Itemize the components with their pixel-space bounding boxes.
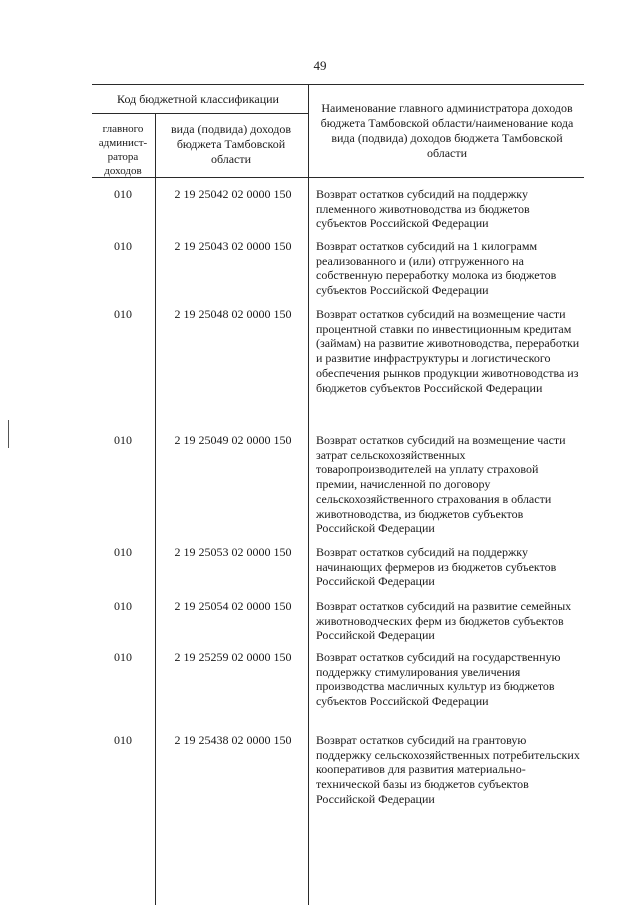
header-kbk: Код бюджетной классификации (117, 92, 279, 106)
header-bottom-border (92, 177, 584, 178)
admin-code-cell: 010 (114, 545, 132, 559)
admin-code-cell: 010 (114, 187, 132, 201)
income-name-cell: Возврат остатков субсидий на поддержку начинающих фермеров из бюджетов субъектов Российской Федерации (316, 545, 557, 589)
admin-code-cell: 010 (114, 599, 132, 613)
budget-code-cell: 2 19 25042 02 0000 150 (174, 187, 292, 201)
admin-code-cell: 010 (114, 307, 132, 321)
table-top-border (92, 84, 584, 85)
income-name-cell: Возврат остатков субсидий на возмещение части процентной ставки по инвестиционным кредитам (займам) на развитие животноводства, переработки и развитие инфраструктуры и логистического обеспечения рынков продукции животноводства из бюджетов субъектов Российской Федерации (316, 307, 580, 395)
income-name-cell: Возврат остатков субсидий на 1 килограмм реализованного и (или) отгруженного на собственную переработку молока из бюджетов субъектов Российской Федерации (316, 239, 557, 298)
header-code: вида (подвида) доходов бюджета Тамбовской области (171, 122, 291, 166)
income-name-cell: Возврат остатков субсидий на грантовую поддержку сельскохозяйственных потребительских кооперативов для развития материально-технической базы из бюджетов субъектов Российской Федерации (316, 733, 580, 806)
admin-code-cell: 010 (114, 733, 132, 747)
income-name-cell: Возврат остатков субсидий на развитие семейных животноводческих ферм из бюджетов субъектов Российской Федерации (316, 599, 572, 643)
page-number: 49 (313, 58, 327, 73)
budget-code-cell: 2 19 25259 02 0000 150 (174, 650, 292, 664)
income-name-cell: Возврат остатков субсидий на государственную поддержку стимулирования увеличения производства масличных культур из бюджетов субъектов Российской Федерации (316, 650, 561, 709)
income-name-cell: Возврат остатков субсидий на возмещение части затрат сельскохозяйственных товаропроизводителей на уплату страховой премии, начисленной по договору сельскохозяйственного страхования в области животноводства, из бюджетов субъектов Российской Федерации (316, 433, 566, 536)
admin-code-cell: 010 (114, 239, 132, 253)
budget-code-cell: 2 19 25043 02 0000 150 (174, 239, 292, 253)
admin-code-cell: 010 (114, 650, 132, 664)
kbk-divider (92, 113, 308, 114)
budget-code-cell: 2 19 25048 02 0000 150 (174, 307, 292, 321)
budget-code-cell: 2 19 25049 02 0000 150 (174, 433, 292, 447)
budget-code-cell: 2 19 25053 02 0000 150 (174, 545, 292, 559)
header-name: Наименование главного администратора доходов бюджета Тамбовской области/наименование кода вида (подвида) доходов бюджета Тамбовской области (320, 101, 574, 160)
admin-code-cell: 010 (114, 433, 132, 447)
column-divider-2 (308, 84, 309, 905)
budget-code-cell: 2 19 25438 02 0000 150 (174, 733, 292, 747)
income-name-cell: Возврат остатков субсидий на поддержку племенного животноводства из бюджетов субъектов Российской Федерации (316, 187, 530, 231)
column-divider-1 (155, 113, 156, 905)
budget-code-cell: 2 19 25054 02 0000 150 (174, 599, 292, 613)
header-admin: главного админист-ратора доходов (98, 123, 148, 177)
scan-margin-mark (8, 420, 9, 448)
